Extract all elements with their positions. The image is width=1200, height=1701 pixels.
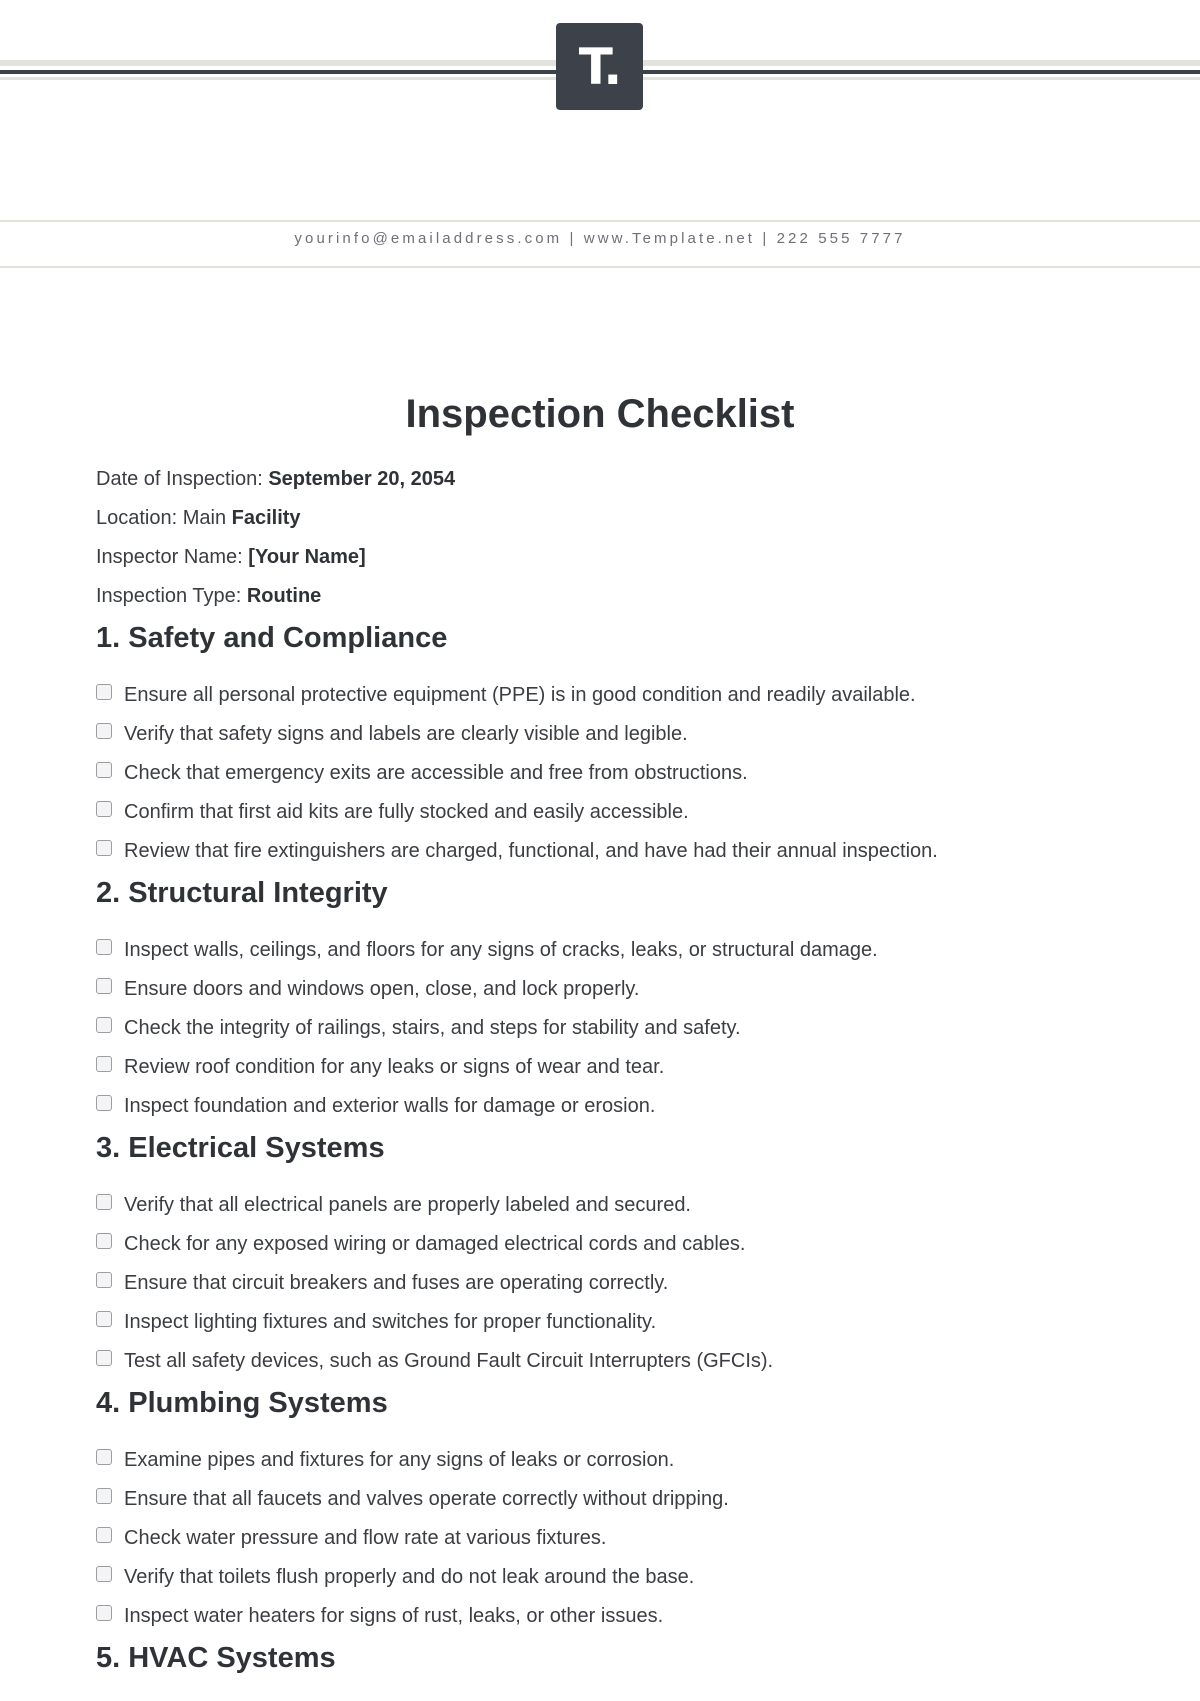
section-electrical-systems [96, 1128, 1176, 1381]
checkbox[interactable] [96, 978, 112, 994]
checklist-item-text: Confirm that first aid kits are fully stocked and easily accessible. [124, 801, 689, 823]
header-band [0, 0, 1200, 120]
checklist-item-text: Test all safety devices, such as Ground Fault Circuit Interrupters (GFCIs). [124, 1350, 774, 1372]
section-heading: 2. Structural Integrity [96, 877, 388, 909]
inspection-meta [96, 463, 1096, 619]
checklist-item [96, 1597, 1176, 1636]
meta-inspector [96, 541, 1096, 580]
checklist-item [96, 1048, 1176, 1087]
checklist-item-text: Check the integrity of railings, stairs, and steps for stability and safety. [124, 1017, 741, 1039]
checklist-item [96, 1225, 1176, 1264]
checklist-item-text: Verify that safety signs and labels are clearly visible and legible. [124, 723, 688, 745]
section-heading: 4. Plumbing Systems [96, 1387, 388, 1419]
document-title: Inspection Checklist [405, 392, 795, 436]
checklist-item [96, 1519, 1176, 1558]
section-hvac-systems [96, 1638, 1176, 1696]
meta-type-label: Inspection Type: [96, 585, 247, 607]
meta-location-value: Facility [231, 507, 301, 529]
checklist-item-text: Ensure doors and windows open, close, and lock properly. [124, 978, 640, 1000]
checkbox[interactable] [96, 1605, 112, 1621]
meta-location-label: Location: Main [96, 507, 232, 529]
checklist-item [96, 832, 1176, 871]
checklist-item-text: Check water pressure and flow rate at various fixtures. [124, 1527, 607, 1549]
brand-logo [556, 23, 643, 110]
checklist-item [96, 1480, 1176, 1519]
contact-rule-bottom [0, 266, 1200, 268]
meta-date-label: Date of Inspection: [96, 468, 269, 490]
checkbox[interactable] [96, 1488, 112, 1504]
checklist-item-text: Inspect walls, ceilings, and floors for any signs of cracks, leaks, or structural damage. [124, 939, 878, 961]
checkbox[interactable] [96, 840, 112, 856]
section-safety-compliance [96, 618, 1176, 871]
meta-inspector-value: [Your Name] [248, 546, 366, 568]
checklist-item-text: Inspect foundation and exterior walls for damage or erosion. [124, 1095, 656, 1117]
contact-rule-top [0, 220, 1200, 222]
section-heading: 1. Safety and Compliance [96, 622, 448, 654]
checkbox[interactable] [96, 1233, 112, 1249]
checklist-item-text: Verify that all electrical panels are properly labeled and secured. [124, 1194, 691, 1216]
checklist-item-text: Ensure all personal protective equipment (PPE) is in good condition and readily available. [124, 684, 916, 706]
checklist-item-text: Review that fire extinguishers are charged, functional, and have had their annual inspection. [124, 840, 938, 862]
checkbox[interactable] [96, 1017, 112, 1033]
checkbox[interactable] [96, 1194, 112, 1210]
checklist-item-text: Ensure that all faucets and valves operate correctly without dripping. [124, 1488, 729, 1510]
section-structural-integrity [96, 873, 1176, 1126]
checklist-item-text: Examine pipes and fixtures for any signs of leaks or corrosion. [124, 1449, 675, 1471]
section-plumbing-systems [96, 1383, 1176, 1636]
checklist-item [96, 970, 1176, 1009]
checkbox[interactable] [96, 1311, 112, 1327]
checklist-item [96, 1558, 1176, 1597]
checklist-item [96, 676, 1176, 715]
section-heading: 3. Electrical Systems [96, 1132, 385, 1164]
checklist-item [96, 1264, 1176, 1303]
meta-inspector-label: Inspector Name: [96, 546, 249, 568]
checklist-item-text: Inspect water heaters for signs of rust, leaks, or other issues. [124, 1605, 664, 1627]
checkbox[interactable] [96, 1350, 112, 1366]
section-heading: 5. HVAC Systems [96, 1642, 336, 1674]
brand-logo-text: T. [578, 37, 621, 96]
checkbox[interactable] [96, 801, 112, 817]
checkbox[interactable] [96, 1527, 112, 1543]
checkbox[interactable] [96, 1566, 112, 1582]
checklist-item [96, 1087, 1176, 1126]
checklist-item-text: Check that emergency exits are accessible and free from obstructions. [124, 762, 748, 784]
checklist-item [96, 754, 1176, 793]
meta-date-value: September 20, 2054 [268, 468, 456, 490]
checkbox[interactable] [96, 1095, 112, 1111]
meta-type-value: Routine [246, 585, 322, 607]
checkbox[interactable] [96, 939, 112, 955]
checklist-item [96, 931, 1176, 970]
meta-location [96, 502, 1096, 541]
checklist-item [96, 1186, 1176, 1225]
checklist-item-text: Ensure that circuit breakers and fuses are operating correctly. [124, 1272, 669, 1294]
checkbox[interactable] [96, 1449, 112, 1465]
checklist-item [96, 1009, 1176, 1048]
checklist-item-text: Review roof condition for any leaks or signs of wear and tear. [124, 1056, 665, 1078]
checklist-item-text: Inspect lighting fixtures and switches for proper functionality. [124, 1311, 657, 1333]
meta-type [96, 580, 1096, 619]
checkbox[interactable] [96, 684, 112, 700]
contact-line: yourinfo@emailaddress.com | www.Template.net | 222 555 7777 [294, 230, 906, 247]
meta-date [96, 463, 1096, 502]
checklist-item [96, 1303, 1176, 1342]
checkbox[interactable] [96, 762, 112, 778]
checkbox[interactable] [96, 723, 112, 739]
checklist-item-text: Check for any exposed wiring or damaged electrical cords and cables. [124, 1233, 746, 1255]
checkbox[interactable] [96, 1272, 112, 1288]
checklist-item-text: Verify that toilets flush properly and do not leak around the base. [124, 1566, 695, 1588]
checklist-item [96, 1342, 1176, 1381]
checklist-item [96, 715, 1176, 754]
checklist-item [96, 1441, 1176, 1480]
checklist-item [96, 793, 1176, 832]
checkbox[interactable] [96, 1056, 112, 1072]
